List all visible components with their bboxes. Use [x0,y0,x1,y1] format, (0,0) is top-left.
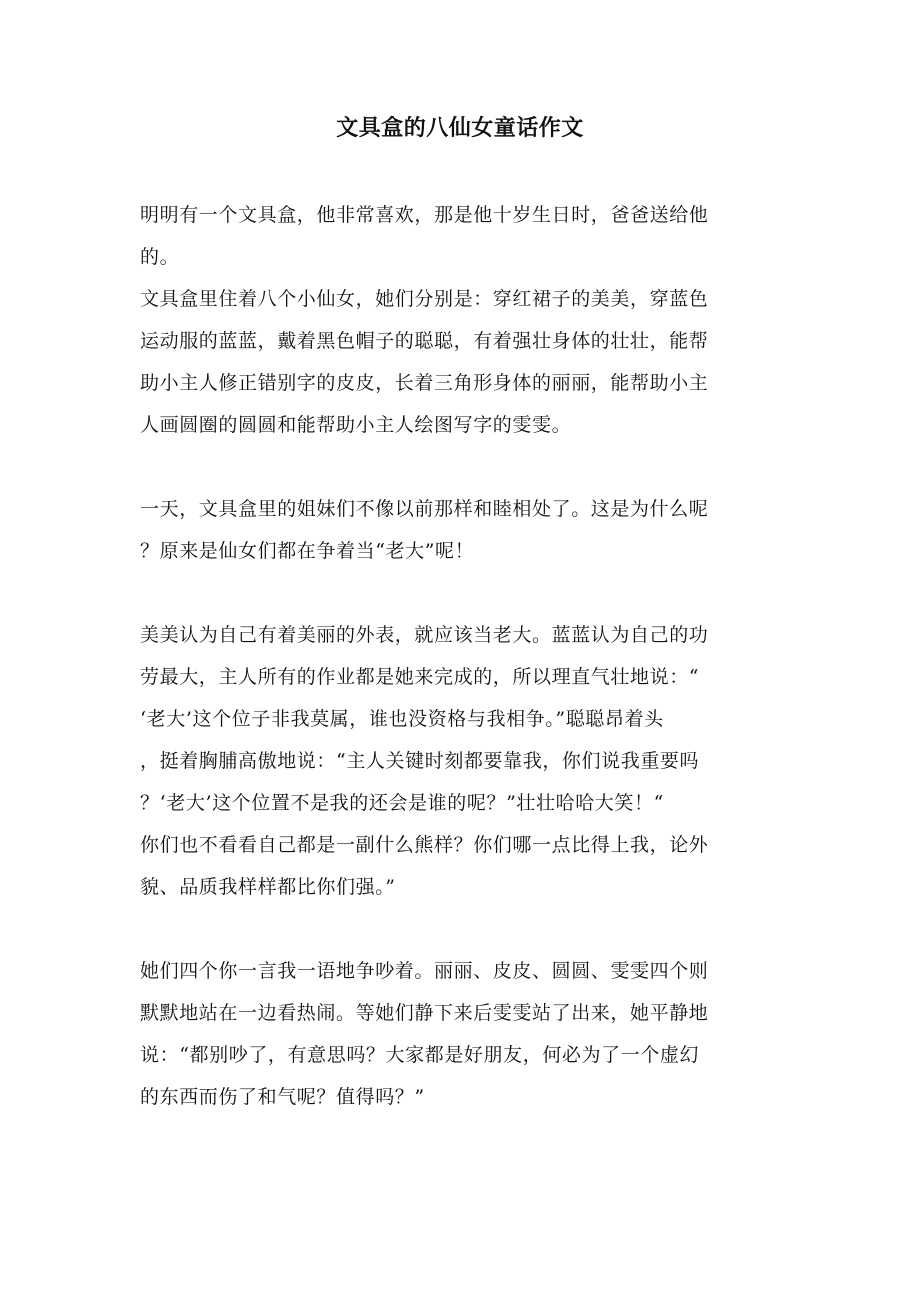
paragraph-4-line-2: 劳最大，主人所有的作业都是她来完成的，所以理直气壮地说：“ [140,666,700,688]
paragraph-5-line-3: 说：“都别吵了，有意思吗？大家都是好朋友，何必为了一个虚幻 [140,1044,700,1066]
paragraph-2-line-1: 文具盒里住着八个小仙女，她们分别是：穿红裙子的美美，穿蓝色 [140,288,709,310]
paragraph-2-line-3: 助小主人修正错别字的皮皮，长着三角形身体的丽丽，能帮助小主 [140,372,709,394]
paragraph-4-line-4: ，挺着胸脯高傲地说：“主人关键时刻都要靠我，你们说我重要吗 [140,750,700,772]
paragraph-5-line-4: 的东西而伤了和气呢？值得吗？” [140,1086,425,1108]
paragraph-4-line-3: ‘老大’这个位子非我莫属，谁也没资格与我相争。”聪聪昂着头 [140,708,664,730]
paragraph-1-line-2: 的。 [140,246,180,268]
paragraph-4-line-1: 美美认为自己有着美丽的外表，就应该当老大。蓝蓝认为自己的功 [140,624,709,646]
paragraph-1-line-1: 明明有一个文具盒，他非常喜欢，那是他十岁生日时，爸爸送给他 [140,204,709,226]
paragraph-3-line-1: 一天，文具盒里的姐妹们不像以前那样和睦相处了。这是为什么呢 [140,498,709,520]
paragraph-3-line-2: ？原来是仙女们都在争着当“老大”呢！ [140,540,475,562]
paragraph-5-line-2: 默默地站在一边看热闹。等她们静下来后雯雯站了出来，她平静地 [140,1002,709,1024]
paragraph-4-line-6: 你们也不看看自己都是一副什么熊样？你们哪一点比得上我，论外 [140,834,709,856]
paragraph-4-line-5: ？‘老大’这个位置不是我的还会是谁的呢？”壮壮哈哈大笑！“ [140,792,664,814]
paragraph-5-line-1: 她们四个你一言我一语地争吵着。丽丽、皮皮、圆圆、雯雯四个则 [140,960,709,982]
paragraph-2-line-4: 人画圆圈的圆圆和能帮助小主人绘图写字的雯雯。 [140,414,572,436]
paragraph-2-line-2: 运动服的蓝蓝，戴着黑色帽子的聪聪，有着强壮身体的壮壮，能帮 [140,330,709,352]
paragraph-4-line-7: 貌、品质我样样都比你们强。” [140,876,396,898]
document-title: 文具盒的八仙女童话作文 [336,115,584,141]
